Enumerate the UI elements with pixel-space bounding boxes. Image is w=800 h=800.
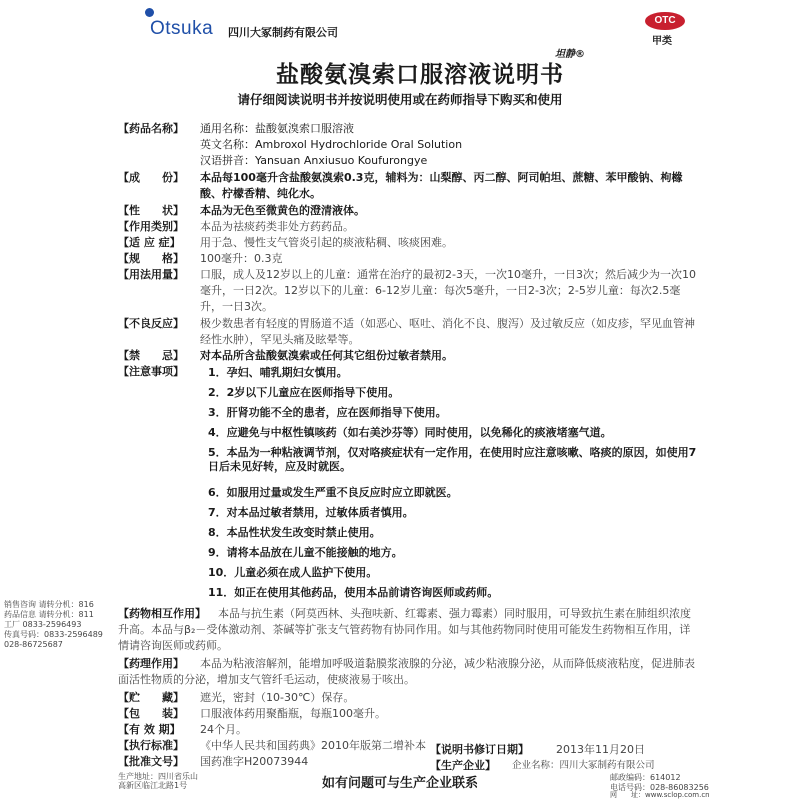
package-text: 口服液体药用聚酯瓶，每瓶100毫升。 [200,707,386,720]
english-name: 英文名称：Ambroxol Hydrochloride Oral Solution [200,138,463,151]
section-label: 【贮 藏】 [118,691,184,704]
appearance-text: 本品为无色至微黄色的澄清液体。 [200,204,365,217]
manufacturer-website [610,790,710,800]
revision-text: 2013年11月20日 [556,743,645,756]
caution-item: 7．对本品过敏者禁用，过敏体质者慎用。 [208,506,414,519]
caution-item: 4．应避免与中枢性镇咳药（如右美沙芬等）同时使用，以免稀化的痰液堵塞气道。 [208,426,612,439]
caution-item: 9．请将本品放在儿童不能接触的地方。 [208,546,403,559]
caution-item: 6．如服用过量或发生严重不良反应时应立即就医。 [208,486,458,499]
section-label: 【禁 忌】 [118,349,184,362]
document-title: 盐酸氨溴索口服溶液说明书 [276,62,564,88]
section-label: 【规 格】 [118,252,184,265]
manufacturer-company: 企业名称：四川大冢制药有限公司 [512,760,655,771]
section-label: 【性 状】 [118,204,184,217]
caution-item: 11．如正在使用其他药品，使用本品前请咨询医师或药师。 [208,586,499,599]
contra-text: 对本品所含盐酸氨溴索或任何其它组份过敏者禁用。 [200,349,453,362]
dosage-text: 口服，成人及12岁以上的儿童：通常在治疗的最初2-3天，一次10毫升，一日3次；然后减少为一次10毫升，一日2次。12岁以下的儿童：6-12岁儿童：每次5毫升，一日2-3次；2-5岁儿童：每次2.5毫升，一日3次。 [200,268,696,313]
otc-class: 甲类 [652,36,672,47]
caution-item: 3．肝肾功能不全的患者，应在医师指导下使用。 [208,406,447,419]
sales-ext: 请转分机：816 [38,600,94,609]
section-label: 【药理作用】 [118,657,184,670]
adverse-text: 极少数患者有轻度的胃肠道不适（如恶心、呕吐、消化不良、腹泻）及过敏反应（如皮疹，罕见血管神经性水肿），罕见头痛及眩晕等。 [200,317,695,346]
interactions-text: 本品与抗生素（阿莫西林、头孢呋新、红霉素、强力霉素）同时服用，可导致抗生素在肺组织浓度升高。本品与β₂－受体激动剂、茶碱等扩张支气管药物有协同作用。如与其他药物同时使用可能发生药物相互作用，详情请咨询医师或药师。 [118,607,691,652]
brand-mark: 坦静® [555,49,585,60]
pinyin-name: 汉语拼音：Yansuan Anxiusuo Koufurongye [200,154,428,167]
approval-text: 国药准字H20073944 [200,755,309,768]
manufacturer-address: 生产地址：四川省乐山高新区临江北路1号 [118,772,198,790]
section-label: 【成 份】 [118,171,184,184]
spec-text: 100毫升：0.3克 [200,252,283,265]
storage-text: 遮光，密封（10-30℃）保存。 [200,691,355,704]
caution-item: 10．儿童必须在成人监护下使用。 [208,566,378,579]
section-label: 【不良反应】 [118,317,184,330]
fax2: 028-86725687 [4,640,63,649]
section-label: 【作用类别】 [118,220,184,233]
section-label: 【包 装】 [118,707,184,720]
category-text: 本品为祛痰药类非处方药药品。 [200,220,354,233]
factory-label: 工厂 [4,620,20,629]
pharmacology-text: 本品为粘液溶解剂，能增加呼吸道黏膜浆液腺的分泌，减少粘液腺分泌，从而降低痰液粘度，促进肺表面活性物质的分泌，增加支气管纤毛运动，使痰液易于咳出。 [118,657,695,686]
section-label: 【有 效 期】 [118,723,181,736]
caution-item: 8．本品性状发生改变时禁止使用。 [208,526,381,539]
revision-label: 【说明书修订日期】 [430,743,529,756]
standard-text: 《中华人民共和国药典》2010年版第二增补本 [200,739,426,752]
section-label: 【注意事项】 [118,365,184,378]
manufacturer-label: 【生产企业】 [430,759,496,772]
company-name-header: 四川大冢制药有限公司 [228,26,338,39]
website-value: www.sclop.com.cn [645,791,710,799]
document-subtitle: 请仔细阅读说明书并按说明使用或在药师指导下购买和使用 [237,92,563,107]
manufacturer-contacts [4,600,114,650]
logo-dot [145,8,154,17]
section-label: 【药物相互作用】 [118,607,206,620]
website-label: 网 址： [610,791,645,799]
ingredients-text: 本品每100毫升含盐酸氨溴索0.3克，辅料为：山梨醇、丙二醇、阿司帕坦、蔗糖、苯甲酸钠、枸橼酸、柠檬香精、纯化水。 [200,171,683,200]
section-label: 【执行标准】 [118,739,184,752]
caution-item: 5．本品为一种粘液调节剂，仅对咯痰症状有一定作用，在使用时应注意咳嗽、咯痰的原因，如使用7日后未见好转，应及时就医。 [208,446,697,473]
section-label: 【用法用量】 [118,268,184,281]
validity-text: 24个月。 [200,723,247,736]
info-label: 药品信息 [4,610,36,619]
sales-label: 销售咨询 [4,600,36,609]
info-ext: 请转分机：811 [38,610,94,619]
factory-phone: 0833-2596493 [22,620,82,629]
fax: 传真号码：0833-2596489 [4,630,103,639]
footer-note: 如有问题可与生产企业联系 [321,776,478,791]
manufacturer-phone: 电话号码：028-86083256 [610,783,709,792]
caution-item: 2．2岁以下儿童应在医师指导下使用。 [208,386,400,399]
caution-item: 1．孕妇、哺乳期妇女慎用。 [208,366,348,379]
section-label: 【适 应 症】 [118,236,181,249]
otc-badge: OTC [645,12,685,30]
company-logo: Otsuka [150,18,214,39]
section-label: 【药品名称】 [118,122,184,135]
section-label: 【批准文号】 [118,755,184,768]
manufacturer-zip: 邮政编码：614012 [610,773,681,782]
common-name: 通用名称：盐酸氨溴索口服溶液 [200,122,354,135]
indications-text: 用于急、慢性支气管炎引起的痰液粘稠、咳痰困难。 [200,236,453,249]
